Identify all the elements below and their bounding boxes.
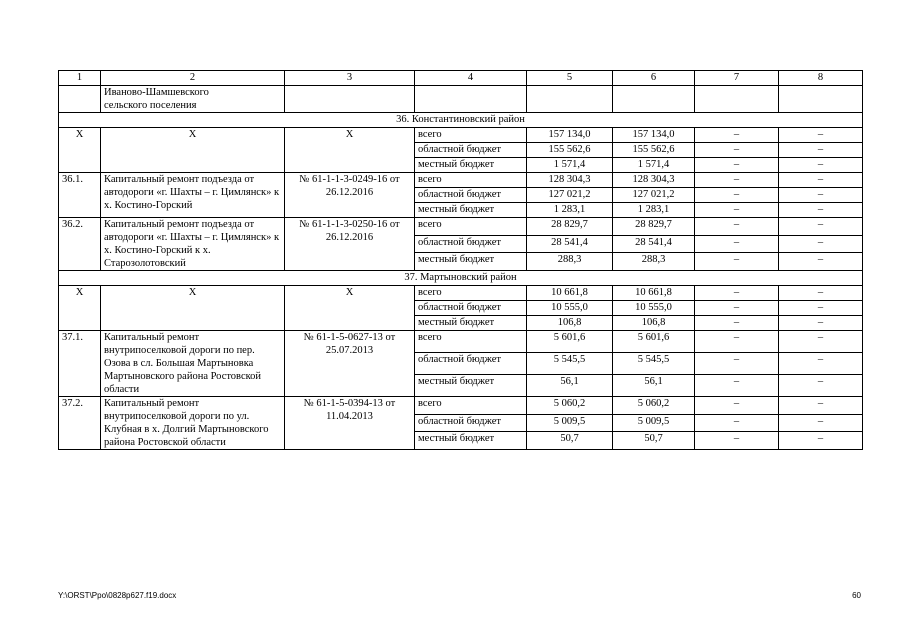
amount-col8: – (779, 143, 863, 158)
amount-col7: – (695, 143, 779, 158)
amount-col8: – (779, 375, 863, 397)
amount-col6: 157 134,0 (613, 128, 695, 143)
amount-col6: 56,1 (613, 375, 695, 397)
amount-col6: 28 829,7 (613, 218, 695, 236)
amount-col7: – (695, 316, 779, 331)
amount-col6: 5 545,5 (613, 353, 695, 375)
amount-col7: – (695, 414, 779, 432)
amount-col5: 106,8 (527, 316, 613, 331)
amount-col5: 28 541,4 (527, 235, 613, 253)
footer-page-number: 60 (852, 591, 861, 600)
funding-source: областной бюджет (415, 414, 527, 432)
object-name: Капитальный ремонт внутрипоселковой дороги по пер. Озова в сл. Большая Мартыновка Мартыновского района Ростовской области (101, 331, 285, 397)
amount-col7: – (695, 203, 779, 218)
amount-col8: – (779, 331, 863, 353)
amount-col5: 56,1 (527, 375, 613, 397)
amount-col8: – (779, 353, 863, 375)
amount-col6: 10 555,0 (613, 301, 695, 316)
funding-source: местный бюджет (415, 158, 527, 173)
amount-col7: – (695, 331, 779, 353)
funding-source: областной бюджет (415, 353, 527, 375)
empty-cell (527, 86, 613, 113)
expert-conclusion: № 61-1-5-0394-13 от 11.04.2013 (285, 397, 415, 450)
amount-col6: 128 304,3 (613, 173, 695, 188)
funding-source: всего (415, 218, 527, 236)
row-number: 37.1. (59, 331, 101, 397)
amount-col7: – (695, 397, 779, 415)
amount-col8: – (779, 397, 863, 415)
header-cell: 4 (415, 71, 527, 86)
amount-col6: 288,3 (613, 253, 695, 271)
header-cell: 2 (101, 71, 285, 86)
budget-table (58, 70, 863, 450)
amount-col5: 288,3 (527, 253, 613, 271)
table-row (59, 331, 863, 353)
table-row (59, 173, 863, 188)
header-cell: 1 (59, 71, 101, 86)
amount-col6: 155 562,6 (613, 143, 695, 158)
amount-col6: 1 571,4 (613, 158, 695, 173)
section-title: 36. Константиновский район (59, 113, 863, 128)
funding-source: областной бюджет (415, 235, 527, 253)
continuation-name (101, 86, 285, 113)
object-name: Капитальный ремонт подъезда от автодороги «г. Шахты – г. Цимлянск» к х. Костино-Горский (101, 173, 285, 218)
amount-col7: – (695, 188, 779, 203)
object-name: Капитальный ремонт подъезда от автодороги «г. Шахты – г. Цимлянск» к х. Костино-Горский к х. Старозолотовский (101, 218, 285, 271)
header-cell: 8 (779, 71, 863, 86)
row-number: Х (59, 286, 101, 331)
continuation-name-line: сельского поселения (104, 100, 197, 111)
funding-source: местный бюджет (415, 203, 527, 218)
amount-col5: 128 304,3 (527, 173, 613, 188)
amount-col7: – (695, 158, 779, 173)
funding-source: местный бюджет (415, 432, 527, 450)
funding-source: областной бюджет (415, 143, 527, 158)
empty-cell (695, 86, 779, 113)
amount-col8: – (779, 253, 863, 271)
amount-col7: – (695, 235, 779, 253)
amount-col5: 5 601,6 (527, 331, 613, 353)
amount-col5: 28 829,7 (527, 218, 613, 236)
object-name: Капитальный ремонт внутрипоселковой дороги по ул. Клубная в х. Долгий Мартыновского района Ростовской области (101, 397, 285, 450)
empty-cell (59, 86, 101, 113)
funding-source: всего (415, 397, 527, 415)
section-title: 37. Мартыновский район (59, 271, 863, 286)
funding-source: всего (415, 173, 527, 188)
funding-source: всего (415, 128, 527, 143)
empty-cell (285, 86, 415, 113)
table-row (59, 397, 863, 415)
table-row (59, 218, 863, 236)
amount-col6: 10 661,8 (613, 286, 695, 301)
object-name: Х (101, 286, 285, 331)
header-cell: 3 (285, 71, 415, 86)
amount-col7: – (695, 173, 779, 188)
amount-col8: – (779, 188, 863, 203)
empty-cell (613, 86, 695, 113)
expert-conclusion: № 61-1-1-3-0249-16 от 26.12.2016 (285, 173, 415, 218)
row-number: 36.1. (59, 173, 101, 218)
row-number: 36.2. (59, 218, 101, 271)
continuation-row (59, 86, 863, 113)
amount-col5: 10 661,8 (527, 286, 613, 301)
amount-col8: – (779, 286, 863, 301)
amount-col8: – (779, 218, 863, 236)
amount-col6: 5 601,6 (613, 331, 695, 353)
amount-col5: 1 283,1 (527, 203, 613, 218)
footer-file-path: Y:\ORST\Ppo\0828p627.f19.docx (58, 591, 177, 600)
amount-col8: – (779, 414, 863, 432)
amount-col5: 5 009,5 (527, 414, 613, 432)
header-cell: 5 (527, 71, 613, 86)
amount-col6: 106,8 (613, 316, 695, 331)
section-header-row (59, 113, 863, 128)
row-number: Х (59, 128, 101, 173)
amount-col7: – (695, 353, 779, 375)
amount-col8: – (779, 158, 863, 173)
table-row (59, 286, 863, 301)
amount-col5: 5 060,2 (527, 397, 613, 415)
header-cell: 6 (613, 71, 695, 86)
header-cell: 7 (695, 71, 779, 86)
amount-col7: – (695, 375, 779, 397)
amount-col6: 5 060,2 (613, 397, 695, 415)
amount-col7: – (695, 253, 779, 271)
amount-col6: 28 541,4 (613, 235, 695, 253)
amount-col8: – (779, 128, 863, 143)
amount-col7: – (695, 301, 779, 316)
funding-source: местный бюджет (415, 253, 527, 271)
amount-col7: – (695, 432, 779, 450)
amount-col7: – (695, 218, 779, 236)
amount-col5: 10 555,0 (527, 301, 613, 316)
expert-conclusion: № 61-1-5-0627-13 от 25.07.2013 (285, 331, 415, 397)
amount-col8: – (779, 203, 863, 218)
funding-source: всего (415, 331, 527, 353)
funding-source: областной бюджет (415, 301, 527, 316)
continuation-name-line: Иваново-Шамшевского (104, 87, 209, 98)
amount-col6: 50,7 (613, 432, 695, 450)
amount-col5: 50,7 (527, 432, 613, 450)
amount-col5: 155 562,6 (527, 143, 613, 158)
amount-col6: 5 009,5 (613, 414, 695, 432)
amount-col8: – (779, 432, 863, 450)
header-row (59, 71, 863, 86)
funding-source: областной бюджет (415, 188, 527, 203)
object-name: Х (101, 128, 285, 173)
section-header-row (59, 271, 863, 286)
amount-col8: – (779, 316, 863, 331)
expert-conclusion: № 61-1-1-3-0250-16 от 26.12.2016 (285, 218, 415, 271)
expert-conclusion: Х (285, 286, 415, 331)
empty-cell (415, 86, 527, 113)
amount-col5: 5 545,5 (527, 353, 613, 375)
funding-source: всего (415, 286, 527, 301)
amount-col8: – (779, 235, 863, 253)
amount-col7: – (695, 286, 779, 301)
amount-col7: – (695, 128, 779, 143)
amount-col5: 127 021,2 (527, 188, 613, 203)
expert-conclusion: Х (285, 128, 415, 173)
amount-col8: – (779, 173, 863, 188)
amount-col6: 1 283,1 (613, 203, 695, 218)
table-row (59, 128, 863, 143)
amount-col6: 127 021,2 (613, 188, 695, 203)
funding-source: местный бюджет (415, 375, 527, 397)
funding-source: местный бюджет (415, 316, 527, 331)
amount-col8: – (779, 301, 863, 316)
amount-col5: 157 134,0 (527, 128, 613, 143)
amount-col5: 1 571,4 (527, 158, 613, 173)
row-number: 37.2. (59, 397, 101, 450)
empty-cell (779, 86, 863, 113)
